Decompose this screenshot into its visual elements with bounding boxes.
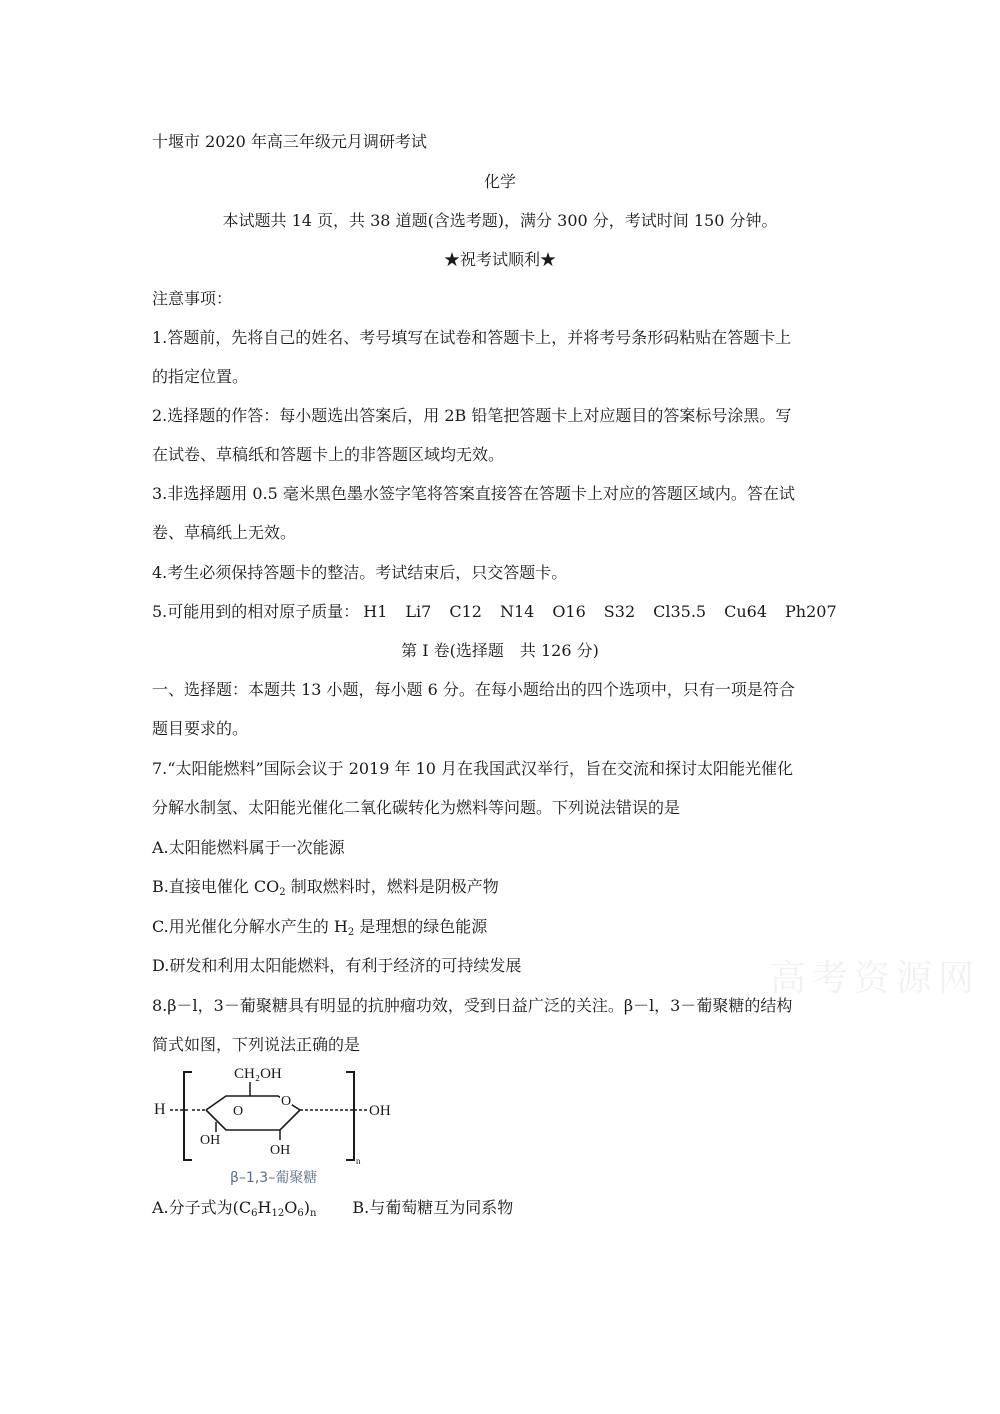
right-bracket — [346, 1072, 354, 1160]
q7-stem: 7.“太阳能燃料”国际会议于 2019 年 10 月在我国武汉举行，旨在交流和探讨太阳能光催化 — [152, 759, 794, 778]
left-bracket — [184, 1072, 192, 1160]
structure-caption: β–1,3–葡聚糖 — [230, 1170, 318, 1186]
note-line: 1.答题前，先将自己的姓名、考号填写在试卷和答题卡上，并将考号条形码粘贴在答题卡上 — [152, 328, 792, 347]
q7-stem: 分解水制氢、太阳能光催化二氧化碳转化为燃料等问题。下列说法错误的是 — [152, 798, 681, 817]
exam-title: 十堰市 2020 年高三年级元月调研考试 — [152, 132, 427, 151]
atomic-mass-line: 5.可能用到的相对原子质量： H1 Li7 C12 N14 O16 S32 Cl35.5 Cu64 Ph207 — [152, 602, 837, 621]
q8-stem: 简式如图，下列说法正确的是 — [152, 1035, 361, 1054]
atomic-mass-label: 5.可能用到的相对原子质量： — [152, 602, 360, 621]
note-line: 3.非选择题用 0.5 毫米黑色墨水签字笔将答案直接答在答题卡上对应的答题区域内。答在试 — [152, 484, 795, 503]
section-title: 第 I 卷(选择题 共 126 分) — [401, 641, 599, 660]
wish-line: ★祝考试顺利★ — [443, 250, 556, 269]
q7-option-c: C.用光催化分解水产生的 $H_2$ 是理想的绿色能源 — [152, 917, 488, 938]
notes-heading: 注意事项： — [152, 289, 233, 308]
note-line: 卷、草稿纸上无效。 — [152, 523, 297, 542]
h-label: H — [154, 1101, 166, 1118]
section-intro: 一、选择题：本题共 13 小题，每小题 6 分。在每小题给出的四个选项中，只有一项是符合 — [152, 680, 795, 699]
oh-right: OH — [369, 1103, 391, 1119]
ring-o: O — [281, 1094, 292, 1109]
exam-info: 本试题共 14 页，共 38 道题(含选考题)，满分 300 分，考试时间 150 分钟。 — [222, 211, 778, 230]
ch2oh-label: CH₂OH — [234, 1066, 282, 1082]
note-line: 的指定位置。 — [152, 367, 249, 386]
q8-stem: 8.β－l，3－葡聚糖具有明显的抗肿瘤功效，受到日益广泛的关注。β－l，3－葡聚糖的结构 — [152, 996, 793, 1015]
q7-option-b: B.直接电催化 $CO_2$ 制取燃料时，燃料是阴极产物 — [152, 877, 499, 898]
note-line: 2.选择题的作答：每小题选出答案后，用 2B 铅笔把答题卡上对应题目的答案标号涂黑。写 — [152, 406, 792, 425]
q8-option-a: A.分子式为$(C_6H_{12}O_6)_n$ — [152, 1198, 317, 1219]
glucan-structure-diagram — [150, 1062, 410, 1188]
section-intro: 题目要求的。 — [152, 719, 249, 738]
q7-option-a: A.太阳能燃料属于一次能源 — [152, 838, 345, 857]
oh-bottom-mid: OH — [270, 1143, 291, 1158]
note-line: 在试卷、草稿纸和答题卡上的非答题区域均无效。 — [152, 445, 505, 464]
q8-options-row — [152, 1197, 513, 1219]
q8-option-b: B.与葡萄糖互为同系物 — [352, 1198, 514, 1217]
subject-title: 化学 — [483, 172, 516, 191]
note-line: 4.考生必须保持答题卡的整洁。考试结束后，只交答题卡。 — [152, 563, 568, 582]
watermark: 高考资源网 — [770, 958, 981, 999]
q7-option-d: D.研发和利用太阳能燃料，有利于经济的可持续发展 — [152, 956, 522, 975]
subscript-n: n — [356, 1156, 361, 1166]
bridge-o: O — [233, 1104, 244, 1119]
oh-bottom-left: OH — [200, 1133, 221, 1148]
